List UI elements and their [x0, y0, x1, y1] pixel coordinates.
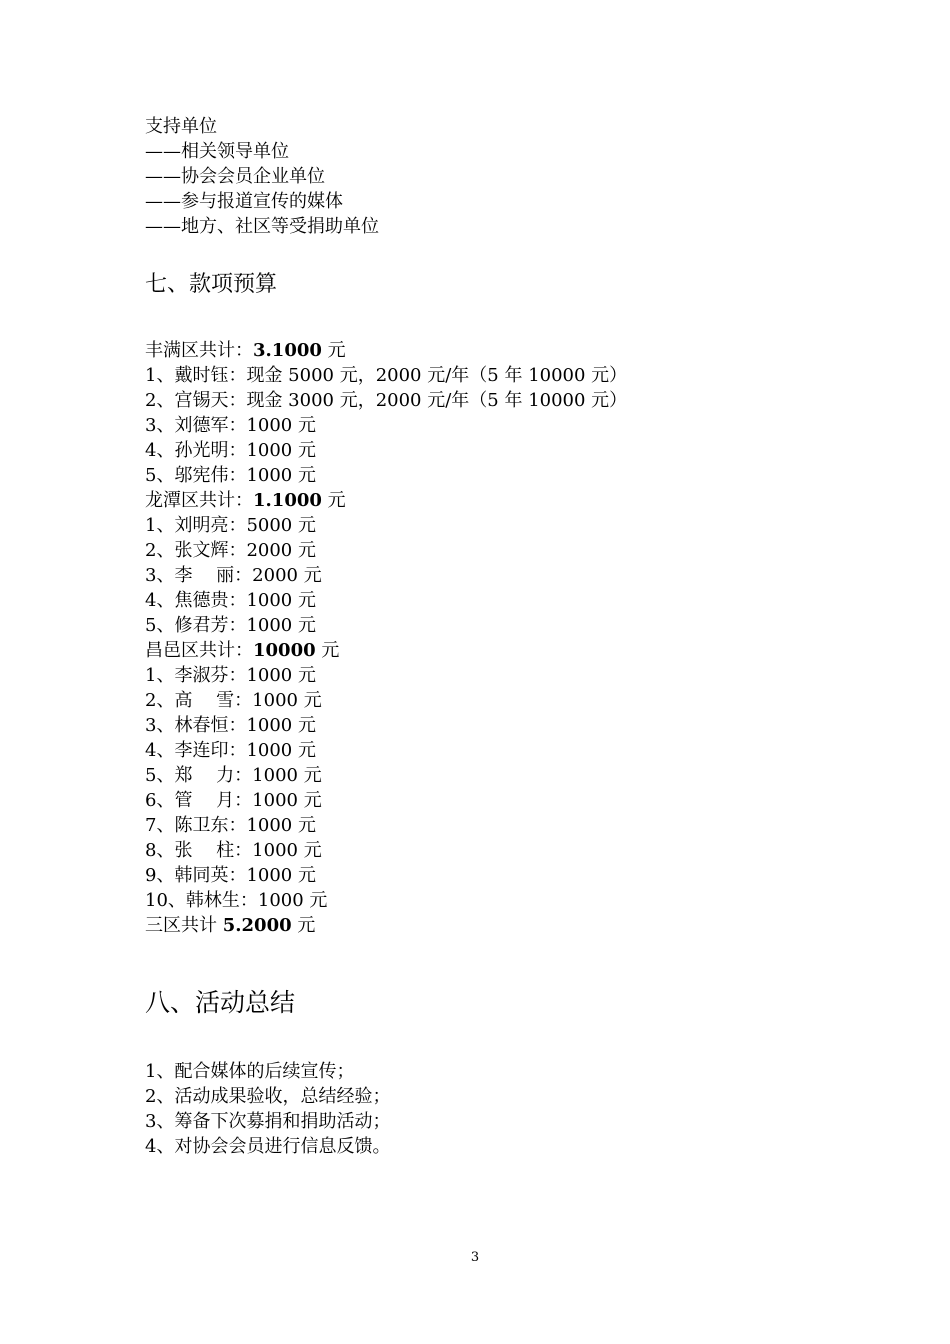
- support-item: ——相关领导单位: [145, 141, 289, 162]
- list-item: 2、张文辉：2000 元: [145, 540, 316, 561]
- list-item: 2、活动成果验收，总结经验；: [145, 1086, 391, 1107]
- list-item: 4、对协会会员进行信息反馈。: [145, 1136, 391, 1157]
- list-item: 4、李连印：1000 元: [145, 740, 316, 761]
- summary-section: [145, 1059, 390, 1159]
- grand-total: 三区共计 5.2000 元: [145, 915, 316, 936]
- list-item: 4、孙光明：1000 元: [145, 440, 316, 461]
- list-item: 3、李 丽：2000 元: [145, 565, 322, 586]
- list-item: 8、张 柱：1000 元: [145, 840, 322, 861]
- list-item: 1、李淑芬：1000 元: [145, 665, 316, 686]
- support-section: [145, 114, 379, 239]
- list-item: 10、韩林生：1000 元: [145, 890, 328, 911]
- list-item: 3、筹备下次募捐和捐助活动；: [145, 1111, 391, 1132]
- support-title: 支持单位: [145, 116, 217, 137]
- page-number: 3: [470, 1250, 480, 1265]
- list-item: 3、林春恒：1000 元: [145, 715, 316, 736]
- list-item: 5、修君芳：1000 元: [145, 615, 316, 636]
- summary-heading: 八、活动总结: [145, 988, 296, 1017]
- budget-section: [145, 338, 627, 938]
- list-item: 9、韩同英：1000 元: [145, 865, 316, 886]
- district-total-longtan: 龙潭区共计：1.1000 元: [145, 490, 346, 511]
- district-total-fengman: 丰满区共计：3.1000 元: [145, 340, 346, 361]
- list-item: 1、刘明亮：5000 元: [145, 515, 316, 536]
- list-item: 2、高 雪：1000 元: [145, 690, 322, 711]
- district-total-changyi: 昌邑区共计：10000 元: [145, 640, 340, 661]
- list-item: 6、管 月：1000 元: [145, 790, 322, 811]
- budget-heading: 七、款项预算: [145, 272, 278, 297]
- list-item: 2、宫锡天：现金 3000 元，2000 元/年（5 年 10000 元）: [145, 390, 628, 411]
- list-item: 4、焦德贵：1000 元: [145, 590, 316, 611]
- list-item: 1、戴时钰：现金 5000 元，2000 元/年（5 年 10000 元）: [145, 365, 628, 386]
- support-item: ——地方、社区等受捐助单位: [145, 216, 379, 237]
- support-item: ——协会会员企业单位: [145, 166, 325, 187]
- list-item: 5、邬宪伟：1000 元: [145, 465, 316, 486]
- list-item: 7、陈卫东：1000 元: [145, 815, 316, 836]
- list-item: 3、刘德军：1000 元: [145, 415, 316, 436]
- list-item: 1、配合媒体的后续宣传；: [145, 1061, 355, 1082]
- support-item: ——参与报道宣传的媒体: [145, 191, 343, 212]
- list-item: 5、郑 力：1000 元: [145, 765, 322, 786]
